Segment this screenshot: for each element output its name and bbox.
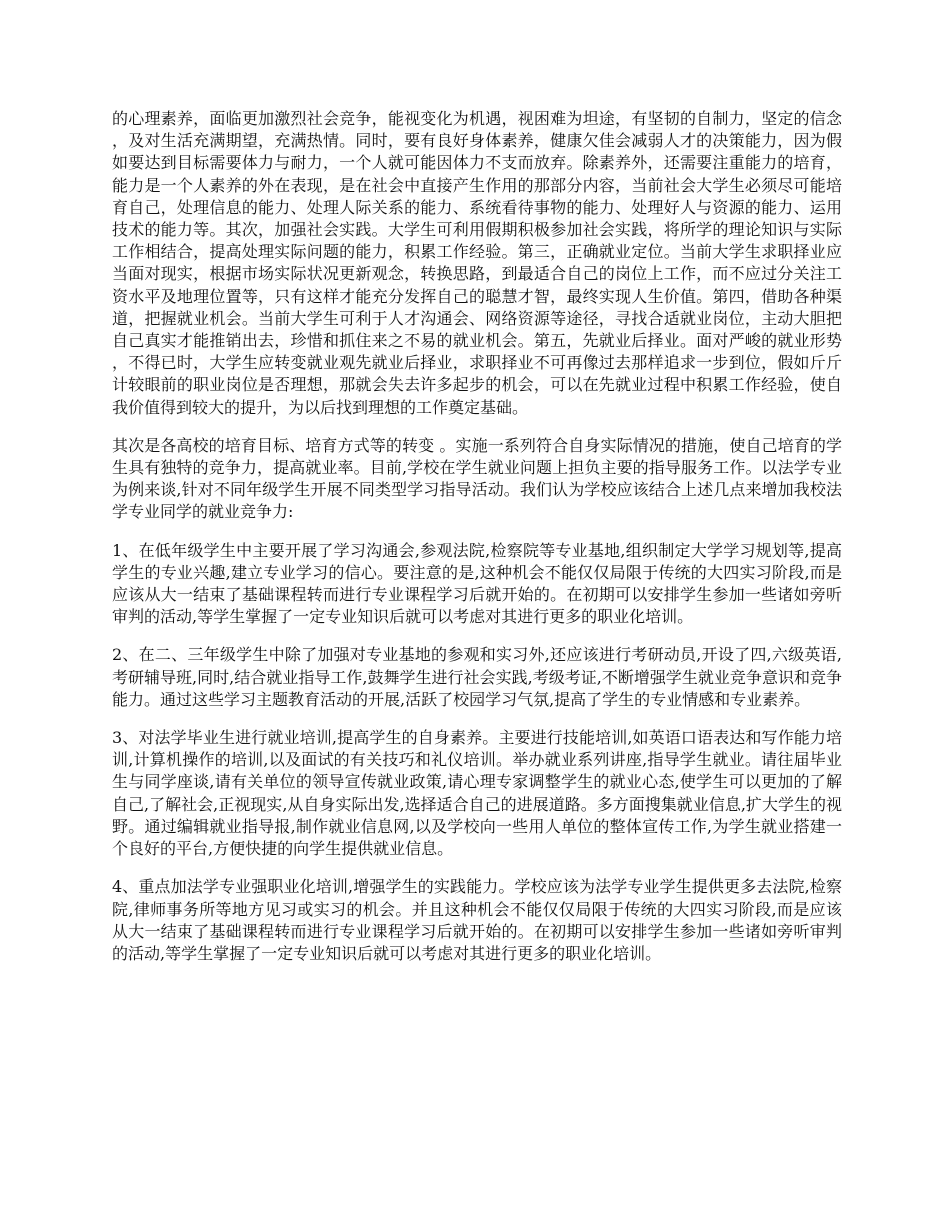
paragraph-item-1-lower-grades: 1、在低年级学生中主要开展了学习沟通会,参观法院,检察院等专业基地,组织制定大学学习规划等,提高学生的专业兴趣,建立专业学习的信心。要注意的是,这种机会不能仅仅局限于传统的大四实习阶段,而是应该从大一结束了基础课程转而进行专业课程学习后就开始的。在初期可以安排学生参加一些诸如旁听审判的活动,等学生掌握了一定专业知识后就可以考虑对其进行更多的职业化培训。: [112, 540, 842, 627]
paragraph-item-2-second-third-year: 2、在二、三年级学生中除了加强对专业基地的参观和实习外,还应该进行考研动员,开设了四,六级英语,考研辅导班,同时,结合就业指导工作,鼓舞学生进行社会实践,考级考证,不断增强学生就业竞争意识和竞争能力。通过这些学习主题教育活动的开展,活跃了校园学习气氛,提高了学生的专业情感和专业素养。: [112, 645, 842, 709]
paragraph-item-3-graduate-training: 3、对法学毕业生进行就业培训,提高学生的自身素养。主要进行技能培训,如英语口语表达和写作能力培训,计算机操作的培训,以及面试的有关技巧和礼仪培训。举办就业系列讲座,指导学生就业。请往届毕业生与同学座谈,请有关单位的领导宣传就业政策,请心理专家调整学生的就业心态,使学生可以更加的了解自己,了解社会,正视现实,从自身实际出发,选择适合自己的进展道路。多方面搜集就业信息,扩大学生的视野。通过编辑就业指导报,制作就业信息网,以及学校向一些用人单位的整体宣传工作,为学生就业搭建一个良好的平台,方便快捷的向学生提供就业信息。: [112, 728, 842, 859]
document-body: [112, 108, 842, 981]
paragraph-university-training-goals: 其次是各高校的培育目标、培育方式等的转变 。实施一系列符合自身实际情况的措施，使自己培育的学生具有独特的竞争力，提高就业率。目前,学校在学生就业问题上担负主要的指导服务工作。以法学专业为例来谈,针对不同年级学生开展不同类型学习指导活动。我们认为学校应该结合上述几点来增加我校法学专业同学的就业竞争力:: [112, 435, 842, 522]
paragraph-item-4-professional-training: 4、重点加法学专业强职业化培训,增强学生的实践能力。学校应该为法学专业学生提供更多去法院,检察院,律师事务所等地方见习或实习的机会。并且这种机会不能仅仅局限于传统的大四实习阶段,而是应该从大一结束了基础课程转而进行专业课程学习后就开始的。在初期可以安排学生参加一些诸如旁听审判的活动,等学生掌握了一定专业知识后就可以考虑对其进行更多的职业化培训。: [112, 877, 842, 963]
paragraph-qualities-and-employment-strategy: 的心理素养，面临更加激烈社会竞争，能视变化为机遇，视困难为坦途，有坚韧的自制力，坚定的信念，及对生活充满期望，充满热情。同时，要有良好身体素养，健康欠佳会减弱人才的决策能力，因为假如要达到目标需要体力与耐力，一个人就可能因体力不支而放弃。除素养外，还需要注重能力的培育，能力是一个人素养的外在表现，是在社会中直接产生作用的那部分内容，当前社会大学生必须尽可能培育自己，处理信息的能力、处理人际关系的能力、系统看待事物的能力、处理好人与资源的能力、运用技术的能力等。其次，加强社会实践。大学生可利用假期积极参加社会实践，将所学的理论知识与实际工作相结合，提高处理实际问题的能力，积累工作经验。第三，正确就业定位。当前大学生求职择业应当面对现实，根据市场实际状况更新观念，转换思路，到最适合自己的岗位上工作，而不应过分关注工资水平及地理位置等，只有这样才能充分发挥自己的聪慧才智，最终实现人生价值。第四，借助各种渠道，把握就业机会。当前大学生可利于人才沟通会、网络资源等途径，寻找合适就业岗位，主动大胆把自己真实才能推销出去，珍惜和抓住来之不易的就业机会。第五，先就业后择业。面对严峻的就业形势，不得已时，大学生应转变就业观先就业后择业，求职择业不可再像过去那样追求一步到位，假如斤斤计较眼前的职业岗位是否理想，那就会失去许多起步的机会，可以在先就业过程中积累工作经验，使自我价值得到较大的提升，为以后找到理想的工作奠定基础。: [112, 109, 842, 417]
